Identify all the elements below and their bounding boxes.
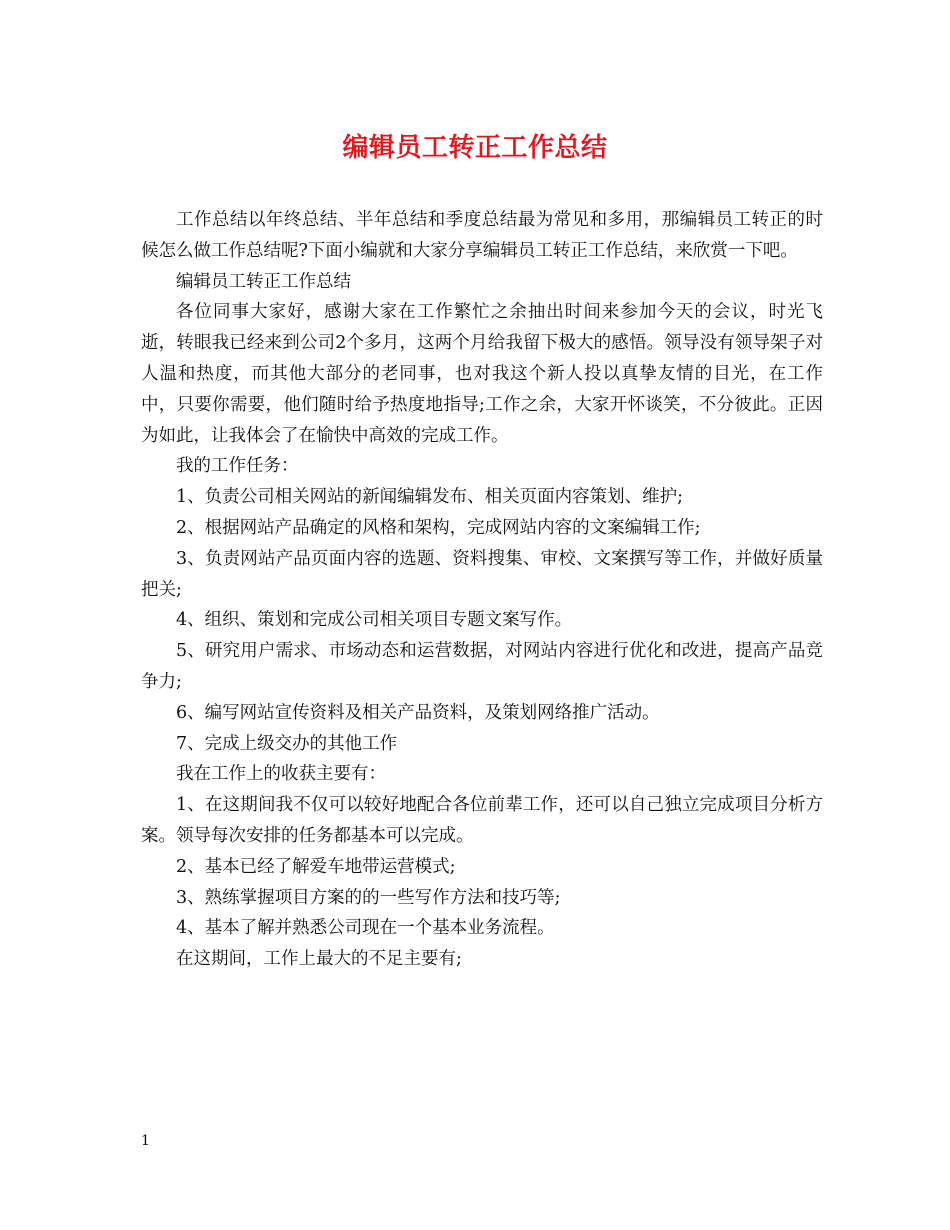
paragraph-tasks-heading: 我的工作任务：: [176, 456, 299, 477]
paragraph-gains-heading: 我在工作上的收获主要有：: [176, 764, 386, 785]
paragraph-gain-4: 4、基本了解并熟悉公司现在一个基本业务流程。: [176, 918, 555, 939]
paragraph-gain-1: 1、在这期间我不仅可以较好地配合各位前辈工作，还可以自己独立完成项目分析方案。领导每次安排的任务都基本可以完成。: [141, 795, 823, 846]
paragraph-task-6: 6、编写网站宣传资料及相关产品资料，及策划网络推广活动。: [176, 702, 660, 723]
document-title: 编辑员工转正工作总结: [342, 133, 608, 163]
paragraph-task-7: 7、完成上级交办的其他工作: [176, 733, 398, 754]
paragraph-shortcomings-heading: 在这期间，工作上最大的不足主要有;: [176, 949, 462, 970]
paragraph-task-1: 1、负责公司相关网站的新闻编辑发布、相关页面内容策划、维护;: [176, 487, 684, 508]
paragraph-intro: 工作总结以年终总结、半年总结和季度总结最为常见和多用，那编辑员工转正的时候怎么做工作总结呢?下面小编就和大家分享编辑员工转正工作总结，来欣赏一下吧。: [141, 210, 823, 261]
document-body: [141, 205, 823, 975]
paragraph-task-2: 2、根据网站产品确定的风格和架构，完成网站内容的文案编辑工作;: [176, 517, 701, 538]
paragraph-task-5: 5、研究用户需求、市场动态和运营数据，对网站内容进行优化和改进，提高产品竞争力;: [141, 641, 823, 692]
paragraph-gain-3: 3、熟练掌握项目方案的的一些写作方法和技巧等;: [176, 887, 561, 908]
page-number: 1: [141, 1133, 150, 1149]
paragraph-greeting: 各位同事大家好，感谢大家在工作繁忙之余抽出时间来参加今天的会议，时光飞逝，转眼我已经来到公司2个多月，这两个月给我留下极大的感悟。领导没有领导架子对人温和热度，而其他大部分的老同事，也对我这个新人投以真挚友情的目光，在工作中，只要你需要，他们随时给予热度地指导;工作之余，大家开怀谈笑，不分彼此。正因为如此，让我体会了在愉快中高效的完成工作。: [141, 302, 823, 446]
paragraph-gain-2: 2、基本已经了解爱车地带运营模式;: [176, 856, 456, 877]
paragraph-task-4: 4、组织、策划和完成公司相关项目专题文案写作。: [176, 610, 573, 631]
paragraph-subtitle: 编辑员工转正工作总结: [176, 271, 351, 292]
paragraph-task-3: 3、负责网站产品页面内容的选题、资料搜集、审校、文案撰写等工作，并做好质量把关;: [141, 548, 823, 600]
